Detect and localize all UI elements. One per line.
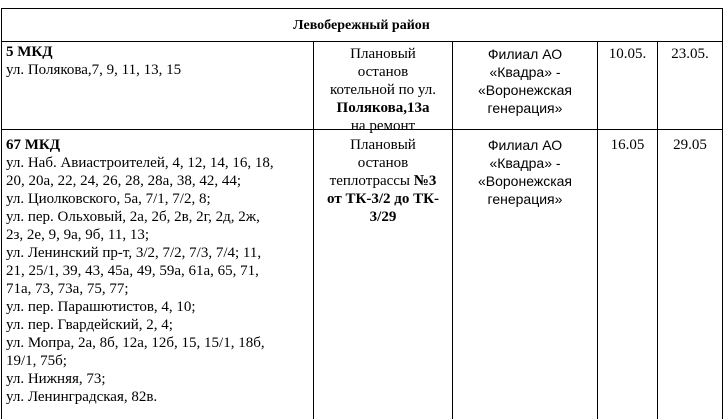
row1-organization: [453, 45, 597, 117]
org-line: Филиал АО: [487, 137, 563, 153]
row1-start-date: 10.05.: [608, 46, 647, 62]
reason-line: останов: [357, 155, 409, 171]
col-divider-4: [657, 41, 658, 419]
row2-start-date: 16.05: [610, 137, 645, 153]
address-line: ул. пер. Ольховый, 2а, 2б, 2в, 2г, 2д, 2ж,: [6, 209, 260, 225]
district-header: Левобережный район: [293, 18, 430, 33]
address-line: ул. пер. Парашютистов, 4, 10;: [6, 299, 196, 315]
row2-addresses: [6, 136, 311, 406]
row1-end-date: 23.05.: [671, 46, 709, 62]
reason-line-mixed: [314, 172, 452, 190]
reason-bold-line: от ТК-3/2 до ТК-: [327, 191, 439, 207]
address-line: ул. Ленинский пр-т, 3/2, 7/2, 7/3, 7/4; 11,: [6, 245, 262, 261]
row2-reason: [314, 136, 452, 226]
org-line: Филиал АО: [487, 46, 563, 62]
org-line: «Воронежская: [477, 82, 572, 98]
reason-line: Плановый: [350, 137, 416, 153]
address-line: ул. пер. Гвардейский, 2, 4;: [6, 317, 173, 333]
org-line: генерация»: [487, 100, 563, 116]
address-line: ул. Ленинградская, 82в.: [6, 389, 158, 405]
address-line: ул. Циолковского, 5а, 7/1, 7/2, 8;: [6, 191, 211, 207]
table-left-border: [1, 8, 2, 419]
address-line: ул. Нижняя, 73;: [6, 371, 106, 387]
address-line: 21, 25/1, 39, 43, 45а, 49, 59а, 61а, 65, 71,: [6, 263, 259, 279]
col-divider-3: [597, 41, 598, 419]
org-line: «Квадра» -: [489, 155, 561, 171]
row1-reason: [314, 45, 452, 135]
row1-count: 5 МКД: [6, 44, 53, 60]
address-line: 19/1, 75б;: [6, 353, 67, 369]
org-line: «Квадра» -: [489, 64, 561, 80]
row2-organization: [453, 136, 597, 208]
reason-bold-line: 3/29: [369, 209, 397, 225]
address-line: ул. Полякова,7, 9, 11, 13, 15: [6, 62, 182, 78]
address-line: ул. Мопра, 2а, 8б, 12а, 12б, 15, 15/1, 18б,: [6, 335, 265, 351]
row2-end-date: 29.05: [673, 137, 707, 153]
table-top-border: [1, 8, 723, 9]
reason-line: останов: [357, 64, 409, 80]
address-line: 2з, 2е, 9, 9а, 9б, 11, 13;: [6, 227, 149, 243]
reason-text: теплотрассы: [329, 173, 410, 189]
address-line: 71а, 73, 73а, 75, 77;: [6, 281, 129, 297]
org-line: «Воронежская: [477, 173, 572, 189]
reason-bold-text: №3: [413, 173, 437, 189]
reason-line: котельной по ул.: [329, 82, 437, 98]
org-line: генерация»: [487, 191, 563, 207]
reason-line: на ремонт: [350, 118, 416, 134]
reason-line: Плановый: [350, 46, 416, 62]
address-line: ул. Наб. Авиастроителей, 4, 12, 14, 16, 18,: [6, 155, 274, 171]
reason-bold-line: Полякова,13а: [336, 100, 430, 116]
row2-count: 67 МКД: [6, 137, 61, 153]
header-bottom-border: [1, 41, 723, 42]
address-line: 20, 20а, 22, 24, 26, 28, 28а, 38, 42, 44;: [6, 173, 241, 189]
row1-addresses: [6, 43, 311, 79]
